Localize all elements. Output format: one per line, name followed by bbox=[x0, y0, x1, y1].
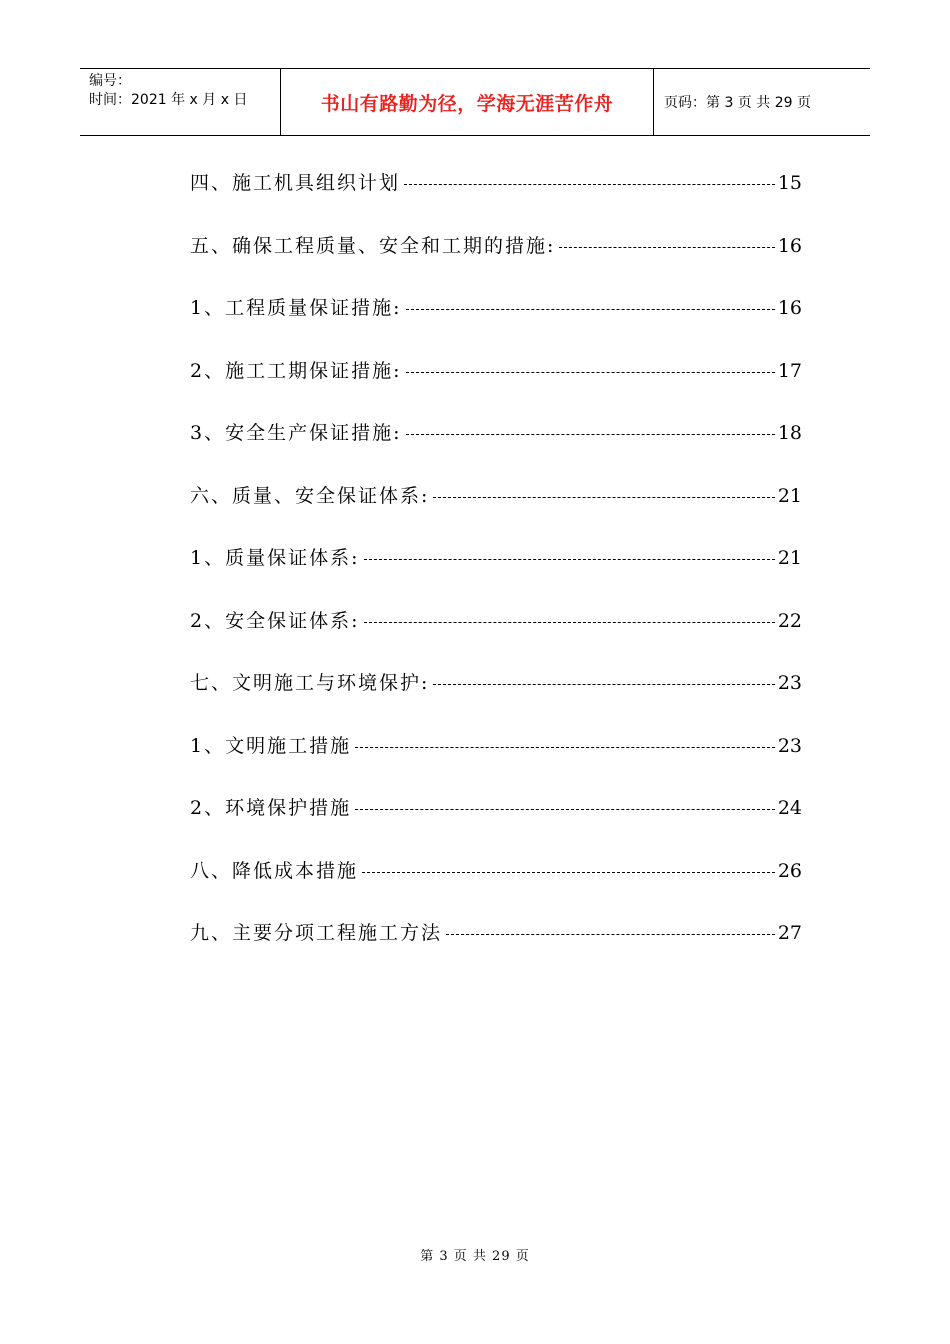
toc-leader bbox=[364, 559, 775, 560]
page-footer: 第 3 页 共 29 页 bbox=[420, 1249, 530, 1264]
toc-entry-page: 17 bbox=[777, 359, 802, 382]
header-motto: 书山有路勤为径，学海无涯苦作舟 bbox=[281, 69, 654, 135]
header-meta-cell bbox=[80, 69, 281, 135]
toc-entry-title: 3、安全生产保证措施: bbox=[190, 422, 402, 444]
toc-entry-page: 16 bbox=[777, 297, 802, 319]
toc-entry[interactable] bbox=[190, 481, 802, 544]
toc-entry[interactable] bbox=[190, 543, 802, 606]
header-number-label: 编号： bbox=[89, 73, 131, 89]
toc-entry-title: 2、施工工期保证措施: bbox=[190, 359, 402, 382]
toc-entry-page: 21 bbox=[777, 547, 802, 569]
toc-entry-page: 21 bbox=[777, 484, 802, 507]
toc-entry[interactable] bbox=[190, 793, 802, 856]
toc-entry[interactable] bbox=[190, 293, 802, 356]
toc-entry[interactable] bbox=[190, 418, 802, 481]
toc-entry-page: 24 bbox=[777, 797, 802, 819]
toc-entry[interactable] bbox=[190, 668, 802, 731]
toc-entry-page: 23 bbox=[777, 734, 802, 757]
toc-entry-title: 2、安全保证体系: bbox=[190, 609, 360, 632]
toc-entry-title: 六、质量、安全保证体系: bbox=[190, 484, 430, 507]
toc-entry[interactable] bbox=[190, 918, 802, 981]
toc-entry-page: 27 bbox=[777, 922, 802, 944]
toc-entry-title: 五、确保工程质量、安全和工期的措施: bbox=[190, 234, 556, 257]
toc-entry-page: 15 bbox=[777, 172, 802, 194]
toc-entry[interactable] bbox=[190, 731, 802, 794]
toc-entry[interactable] bbox=[190, 231, 802, 294]
toc-leader bbox=[355, 747, 775, 748]
toc-entry-page: 16 bbox=[777, 234, 802, 257]
toc-entry-title: 2、环境保护措施 bbox=[190, 797, 352, 819]
toc-entry[interactable] bbox=[190, 356, 802, 419]
toc-entry-title: 七、文明施工与环境保护: bbox=[190, 672, 430, 694]
toc-leader bbox=[433, 497, 774, 498]
toc-leader bbox=[364, 622, 775, 623]
toc-entry-title: 九、主要分项工程施工方法 bbox=[190, 922, 443, 944]
toc-leader bbox=[406, 372, 775, 373]
header-time-label: 时间：2021 年 x 月 x 日 bbox=[89, 92, 248, 108]
toc-leader bbox=[559, 247, 774, 248]
toc-entry[interactable] bbox=[190, 856, 802, 919]
toc-entry[interactable] bbox=[190, 168, 802, 231]
toc-entry-title: 八、降低成本措施 bbox=[190, 859, 359, 882]
toc-entry[interactable] bbox=[190, 606, 802, 669]
toc-leader bbox=[404, 184, 775, 185]
toc-entry-page: 22 bbox=[777, 609, 802, 632]
toc-leader bbox=[446, 934, 775, 935]
toc-leader bbox=[355, 809, 775, 810]
toc-entry-page: 26 bbox=[777, 859, 802, 882]
toc-leader bbox=[406, 309, 775, 310]
toc-entry-title: 1、质量保证体系: bbox=[190, 547, 360, 569]
page-header bbox=[80, 68, 870, 136]
toc-entry-title: 四、施工机具组织计划 bbox=[190, 172, 401, 194]
toc-entry-title: 1、文明施工措施 bbox=[190, 734, 352, 757]
header-page-info: 页码：第 3 页 共 29 页 bbox=[664, 95, 811, 111]
toc-entry-page: 23 bbox=[777, 672, 802, 694]
toc-entry-page: 18 bbox=[777, 422, 802, 444]
toc-leader bbox=[433, 684, 774, 685]
toc-leader bbox=[406, 434, 775, 435]
table-of-contents bbox=[190, 168, 802, 981]
toc-leader bbox=[362, 872, 775, 873]
toc-entry-title: 1、工程质量保证措施: bbox=[190, 297, 402, 319]
